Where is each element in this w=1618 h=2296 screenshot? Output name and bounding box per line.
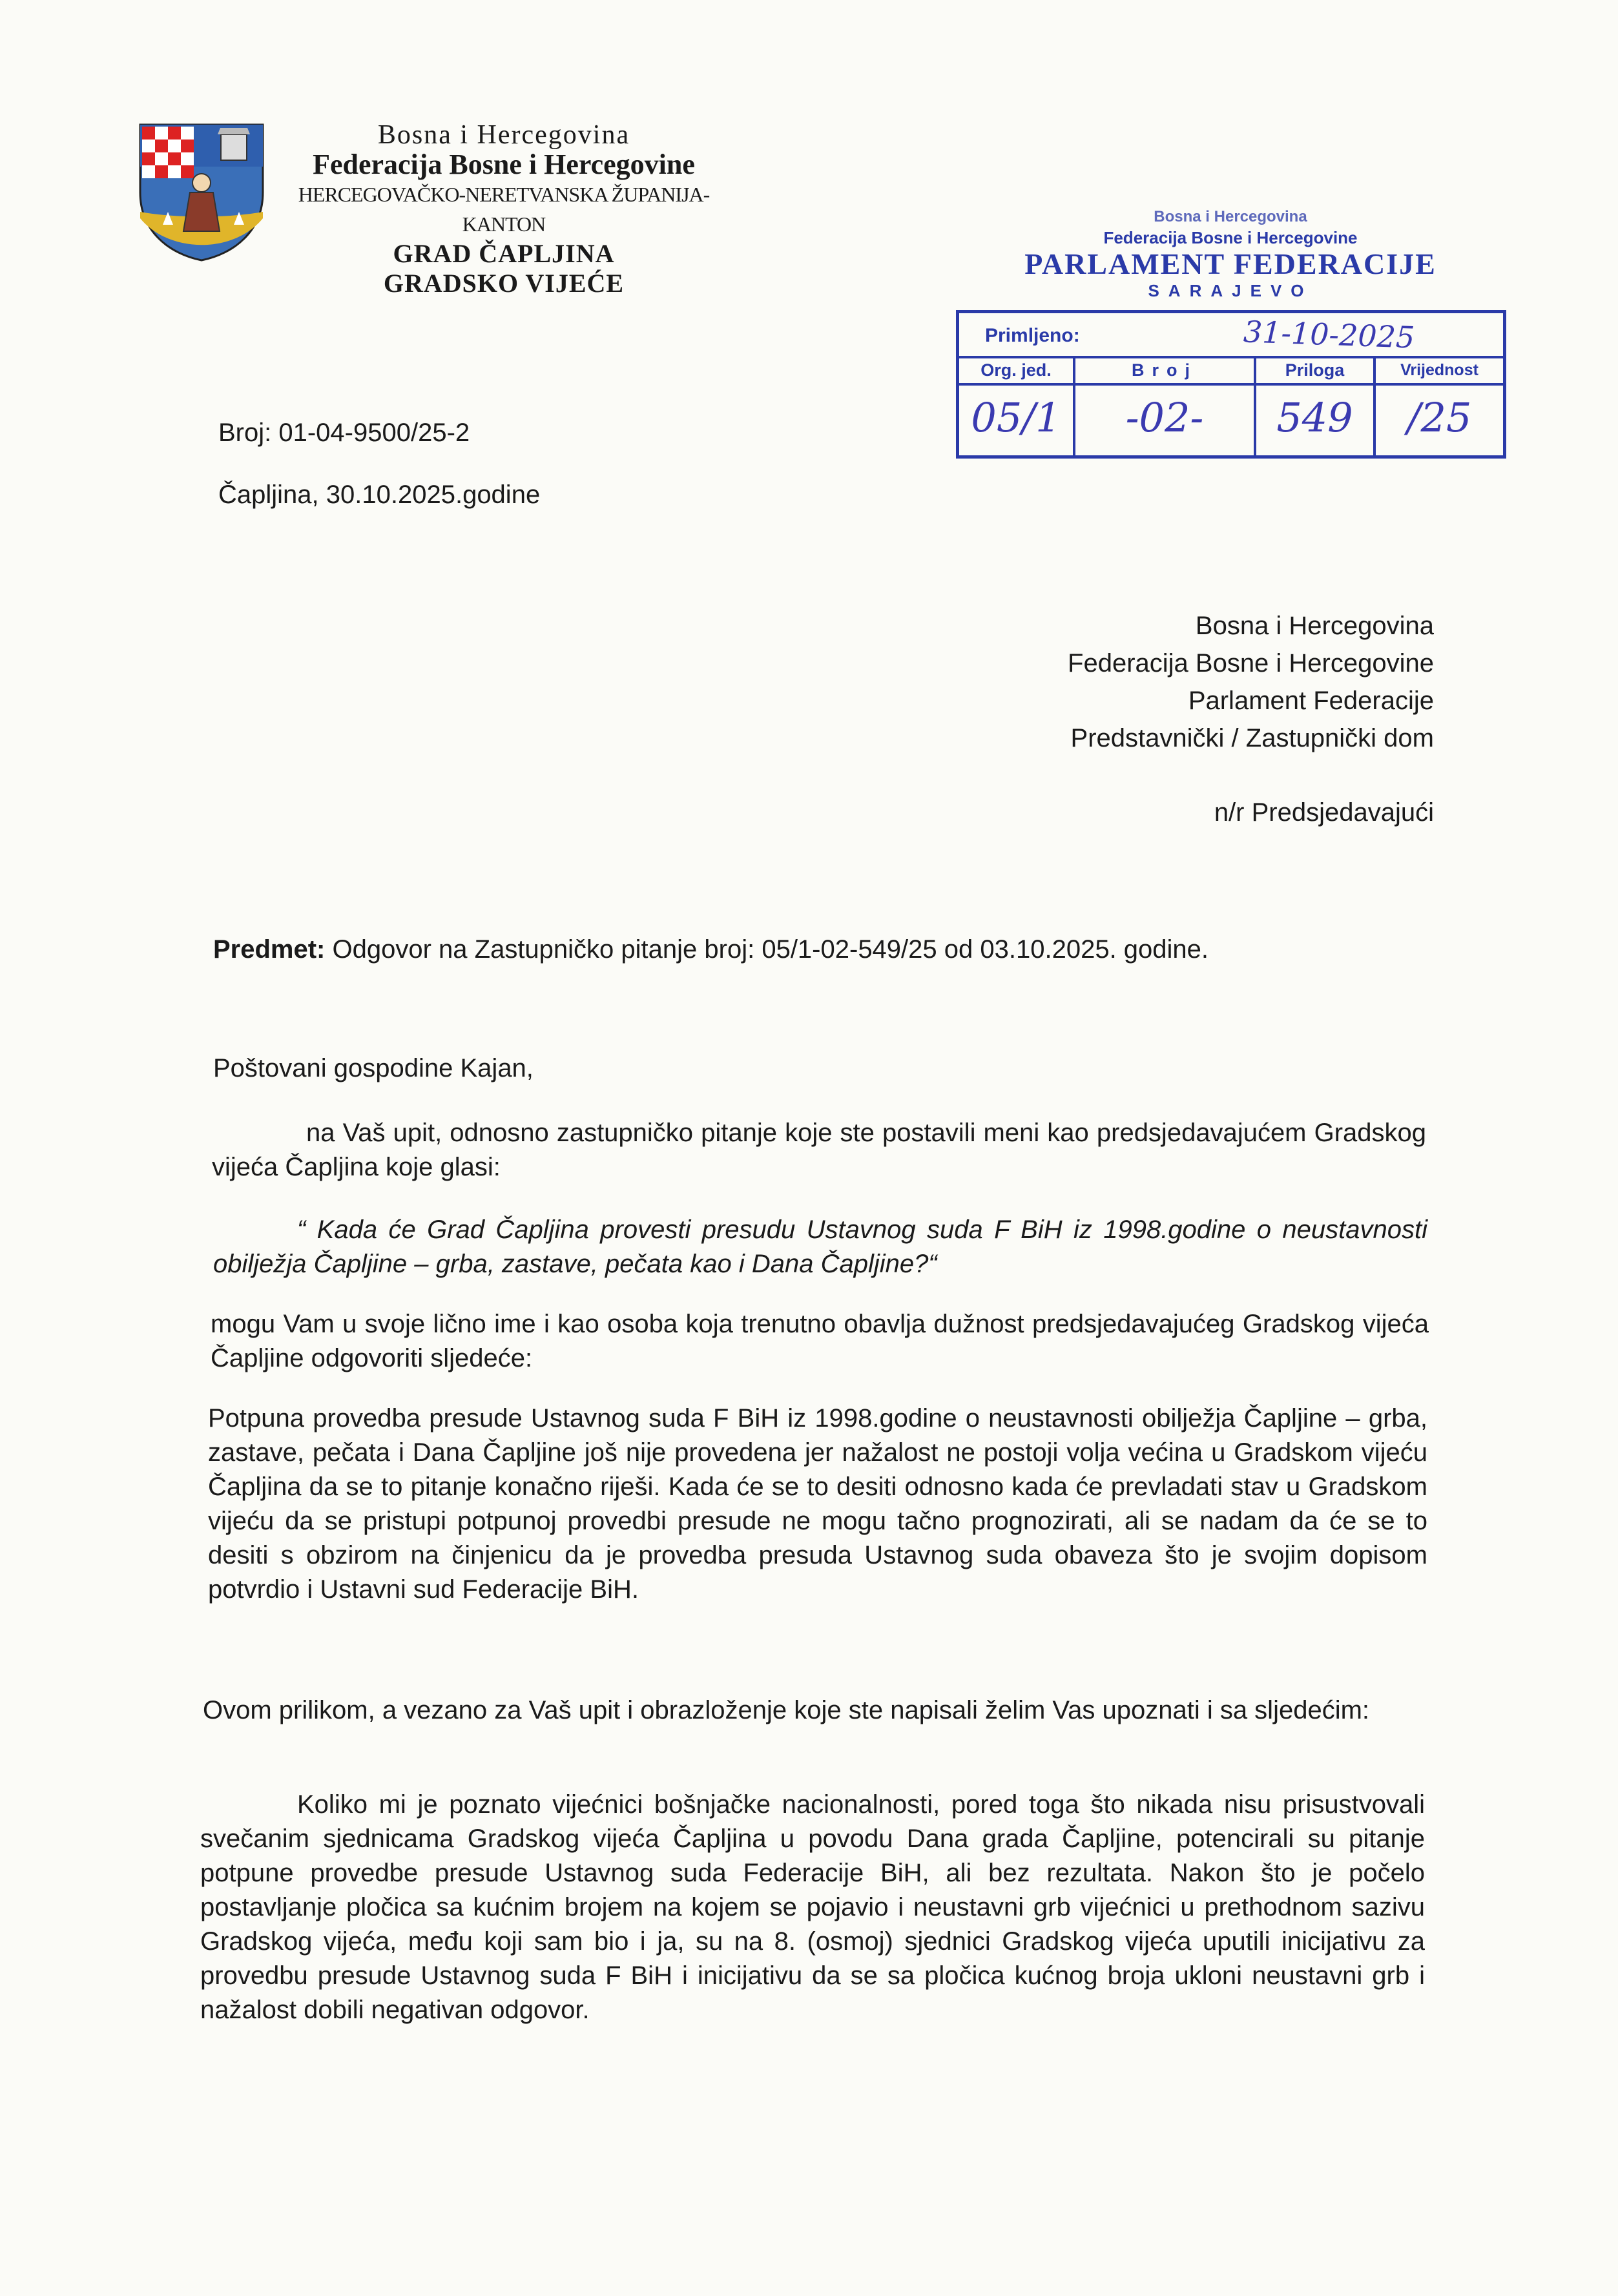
coat-of-arms-icon xyxy=(137,121,266,264)
recipient-line: Bosna i Hercegovina xyxy=(1195,612,1434,640)
subject-line xyxy=(213,935,1440,964)
header-federation: Federacija Bosne i Hercegovine xyxy=(313,149,695,180)
stamp-parliament: PARLAMENT FEDERACIJE xyxy=(1024,247,1436,280)
header-council: GRADSKO VIJEĆE xyxy=(383,269,625,298)
stamp-col-value: /25 xyxy=(1407,394,1472,441)
recipient-line: Federacija Bosne i Hercegovine xyxy=(1068,649,1434,677)
stamp-col-value: 05/1 xyxy=(971,394,1061,441)
stamp-col-attachments xyxy=(1256,356,1376,458)
stamp-col-value: -02- xyxy=(1125,394,1204,441)
paragraph-additional: Koliko mi je poznato vijećnici bošnjačke nacionalnosti, pored toga što nikada nisu prisustvovali svečanim sjednicama Gradskog vijeća Čapljina u povodu Dana grada Čapljine, potencirali su pitanje potpune provedbe presude Ustavnog suda Federacije BiH, ali bez rezultata. Nakon što je počelo postavljanje pločica sa kućnim brojem na kojem se pojavio i neustavni grb vijećnici u prethodnom sazivu Gradskog vijeća, među koji sam bio i ja, su na 8. (osmoj) sjednici Gradskog vijeća uputili inicijativu za provedbu presude Ustavnog suda F BiH i inicijativu da se sa pločica kućnog broja ukloni neustavni grb i nažalost dobili negativan odgovor. xyxy=(200,1790,1425,2024)
municipality-header xyxy=(258,120,749,298)
subject-label: Predmet: xyxy=(213,935,326,964)
stamp-col-value: 549 xyxy=(1276,394,1353,441)
stamp-federation: Federacija Bosne i Hercegovine xyxy=(1103,228,1358,247)
recipient-address xyxy=(1068,607,1434,757)
paragraph-answer: Potpuna provedba presude Ustavnog suda F BiH iz 1998.godine o neustavnosti obilježja Čapljine – grba, zastave, pečata i Dana Čapljine još nije provedena jer nažalost ne postoji volja većina u Gradskom vijeću Čapljina da se to pitanje konačno riješi. Kada će se to desiti odnosno kada će prevladati stav u Gradskom vijeću da se pristupi potpunoj provedbi presude ne mogu tačno prognozirati, ali se nadam da će se to desiti s obzirom na činjenicu da je provedba presuda Ustavnog suda obaveza što je svojim dopisom potvrdio i Ustavni sud Federacije BiH. xyxy=(208,1404,1427,1604)
stamp-col-value-field xyxy=(1376,356,1503,458)
stamp-col-header: Broj xyxy=(1075,356,1254,386)
stamp-col-header: Priloga xyxy=(1256,356,1373,386)
stamp-received-label: Primljeno: xyxy=(985,325,1080,346)
paragraph-additional-intro: Ovom prilikom, a vezano za Vaš upit i obrazloženje koje ste napisali želim Vas upoznati i sa sljedećim: xyxy=(203,1696,1370,1724)
quoted-question: “ Kada će Grad Čapljina provesti presudu Ustavnog suda F BiH iz 1998.godine o neustavnosti obilježja Čapljine – grba, zastave, pečata kao i Dana Čapljine?“ xyxy=(213,1215,1427,1278)
stamp-col-header: Vrijednost xyxy=(1376,356,1503,386)
stamp-col-header: Org. jed. xyxy=(959,356,1073,386)
recipient-line: Predstavnički / Zastupnički dom xyxy=(1070,724,1434,752)
header-city: GRAD ČAPLJINA xyxy=(393,239,615,268)
stamp-received-date: 31-10-2025 xyxy=(1243,314,1416,355)
place-date: Čapljina, 30.10.2025.godine xyxy=(218,481,541,509)
recipient-line: Parlament Federacije xyxy=(1188,687,1434,715)
reference-number: Broj: 01-04-9500/25-2 xyxy=(218,419,470,447)
header-country: Bosna i Hercegovina xyxy=(377,120,630,150)
stamp-col-number xyxy=(1075,356,1256,458)
stamp-city: SARAJEVO xyxy=(1148,281,1313,300)
attention-line: n/r Predsjedavajući xyxy=(1214,798,1434,827)
paragraph-answer-intro: mogu Vam u svoje lično ime i kao osoba koja trenutno obavlja dužnost predsjedavajućeg Gradskog vijeća Čapljine odgovoriti sljedeće: xyxy=(211,1310,1429,1372)
header-canton: HERCEGOVAČKO-NERETVANSKA ŽUPANIJA-KANTON xyxy=(298,183,710,236)
received-stamp xyxy=(949,207,1511,441)
subject-text: Odgovor na Zastupničko pitanje broj: 05/1-02-549/25 od 03.10.2025. godine. xyxy=(325,935,1209,964)
stamp-box xyxy=(956,310,1506,459)
greeting: Poštovani gospodine Kajan, xyxy=(213,1054,534,1082)
stamp-col-org xyxy=(959,356,1075,458)
stamp-country: Bosna i Hercegovina xyxy=(1154,208,1307,225)
paragraph-intro: na Vaš upit, odnosno zastupničko pitanje koje ste postavili meni kao predsjedavajućem Gradskog vijeća Čapljina koje glasi: xyxy=(212,1119,1426,1181)
